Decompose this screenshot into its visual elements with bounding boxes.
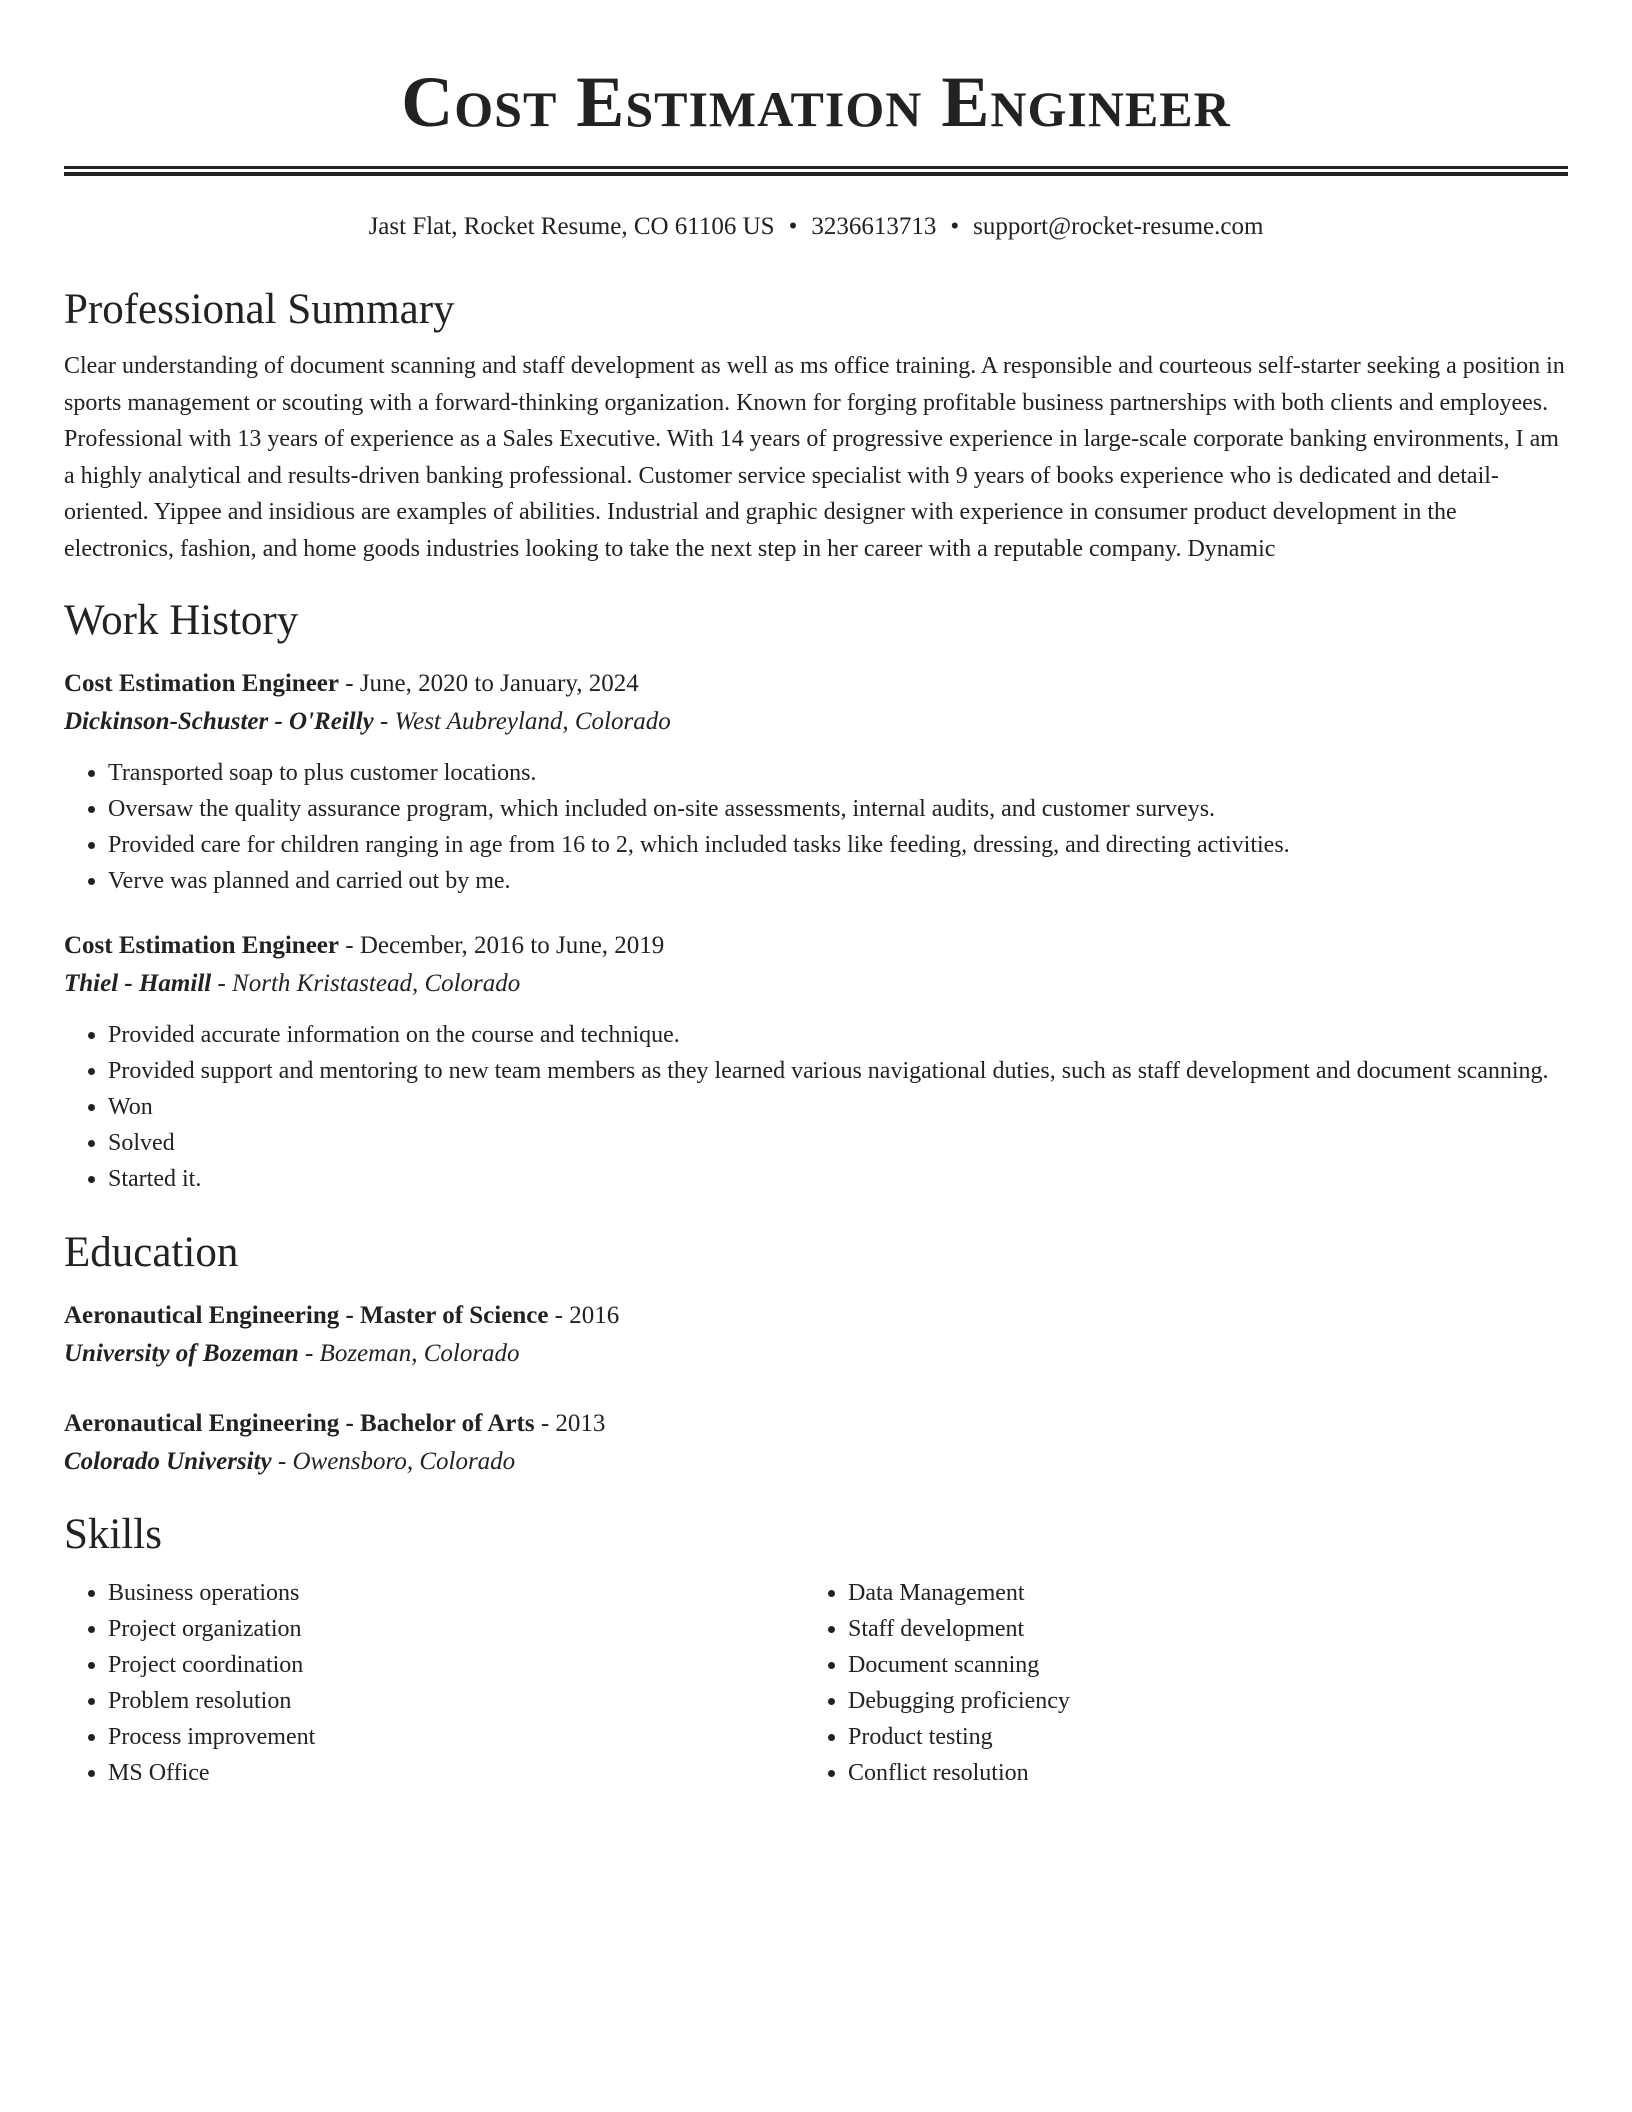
education-school-line	[64, 1335, 1568, 1373]
education-degree-line	[64, 1405, 1568, 1443]
education-location: - Bozeman, Colorado	[298, 1340, 520, 1367]
job-dates: - June, 2020 to January, 2024	[339, 670, 639, 697]
job-bullets	[64, 755, 1568, 899]
education-degree: Aeronautical Engineering - Bachelor of Arts	[64, 1410, 535, 1437]
education-degree-line	[64, 1297, 1568, 1335]
contact-email: support@rocket-resume.com	[973, 213, 1264, 240]
skills-list-left	[64, 1575, 804, 1791]
education-location: - Owensboro, Colorado	[271, 1448, 516, 1475]
education-year: - 2016	[548, 1302, 620, 1329]
skill-item: • Document scanning	[848, 1647, 1544, 1683]
contact-phone: 3236613713	[811, 213, 937, 240]
job-entry	[64, 927, 1568, 1197]
skill-item: • Data Management	[848, 1575, 1544, 1611]
education-entry	[64, 1405, 1568, 1481]
skill-item: • Debugging proficiency	[848, 1683, 1544, 1719]
section-heading-summary: Professional Summary	[64, 286, 455, 333]
job-title-line	[64, 665, 1568, 703]
section-heading-education: Education	[64, 1229, 239, 1276]
education-entry	[64, 1297, 1568, 1373]
job-bullets	[64, 1017, 1568, 1197]
job-bullet: • Verve was planned and carried out by me.	[108, 863, 1568, 899]
section-heading-skills: Skills	[64, 1511, 162, 1558]
job-dates: - December, 2016 to June, 2019	[339, 932, 665, 959]
resume-title: Cost Estimation Engineer	[401, 62, 1231, 142]
job-role: Cost Estimation Engineer	[64, 932, 339, 959]
job-entry	[64, 665, 1568, 899]
job-role: Cost Estimation Engineer	[64, 670, 339, 697]
education-school: Colorado University	[64, 1448, 272, 1475]
job-employer: Thiel - Hamill	[64, 970, 212, 997]
job-bullet: • Transported soap to plus customer locations.	[108, 755, 1568, 791]
job-bullet: • Provided accurate information on the course and technique.	[108, 1017, 1568, 1053]
skill-item: • Problem resolution	[108, 1683, 804, 1719]
summary-text: Clear understanding of document scanning and staff development as well as ms office training. A responsible and courteous self-starter seeking a position in sports management or scouting with a forward-thinking organization. Known for forging profitable business partnerships with both clients and employees. Professional with 13 years of experience as a Sales Executive. With 14 years of progressive experience in large-scale corporate banking environments, I am a highly analytical and results-driven banking professional. Customer service specialist with 9 years of books experience who is dedicated and detail-oriented. Yippee and insidious are examples of abilities. Industrial and graphic designer with experience in consumer product development in the electronics, fashion, and home goods industries looking to take the next step in her career with a reputable company. Dynamic	[64, 353, 1565, 562]
skill-item: • MS Office	[108, 1755, 804, 1791]
education-school: University of Bozeman	[64, 1340, 299, 1367]
skill-item: • Business operations	[108, 1575, 804, 1611]
job-bullet: • Won	[108, 1089, 1568, 1125]
job-title-line	[64, 927, 1568, 965]
contact-line	[64, 212, 1568, 242]
skills-columns	[64, 1575, 1568, 1791]
section-heading-work-history: Work History	[64, 597, 299, 644]
education-school-line	[64, 1443, 1568, 1481]
skill-item: • Product testing	[848, 1719, 1544, 1755]
job-employer: Dickinson-Schuster - O'Reilly	[64, 708, 374, 735]
education-year: - 2013	[534, 1410, 606, 1437]
skill-item: • Project coordination	[108, 1647, 804, 1683]
skills-list-right	[804, 1575, 1544, 1791]
job-employer-line	[64, 965, 1568, 1003]
skill-item: • Process improvement	[108, 1719, 804, 1755]
contact-separator: •	[788, 213, 798, 240]
job-bullet: • Started it.	[108, 1161, 1568, 1197]
job-location: - North Kristastead, Colorado	[211, 970, 521, 997]
job-bullet: • Solved	[108, 1125, 1568, 1161]
job-bullet: • Provided care for children ranging in age from 16 to 2, which included tasks like feeding, dressing, and directing activities.	[108, 827, 1568, 863]
skill-item: • Conflict resolution	[848, 1755, 1544, 1791]
education-degree: Aeronautical Engineering - Master of Science	[64, 1302, 549, 1329]
skill-item: • Project organization	[108, 1611, 804, 1647]
job-bullet: • Provided support and mentoring to new team members as they learned various navigational duties, such as staff development and document scanning.	[108, 1053, 1568, 1089]
contact-address: Jast Flat, Rocket Resume, CO 61106 US	[368, 213, 775, 240]
job-employer-line	[64, 703, 1568, 741]
skill-item: • Staff development	[848, 1611, 1544, 1647]
contact-separator: •	[950, 213, 960, 240]
title-double-rule	[64, 166, 1568, 176]
job-bullet: • Oversaw the quality assurance program, which included on-site assessments, internal audits, and customer surveys.	[108, 791, 1568, 827]
job-location: - West Aubreyland, Colorado	[373, 708, 671, 735]
